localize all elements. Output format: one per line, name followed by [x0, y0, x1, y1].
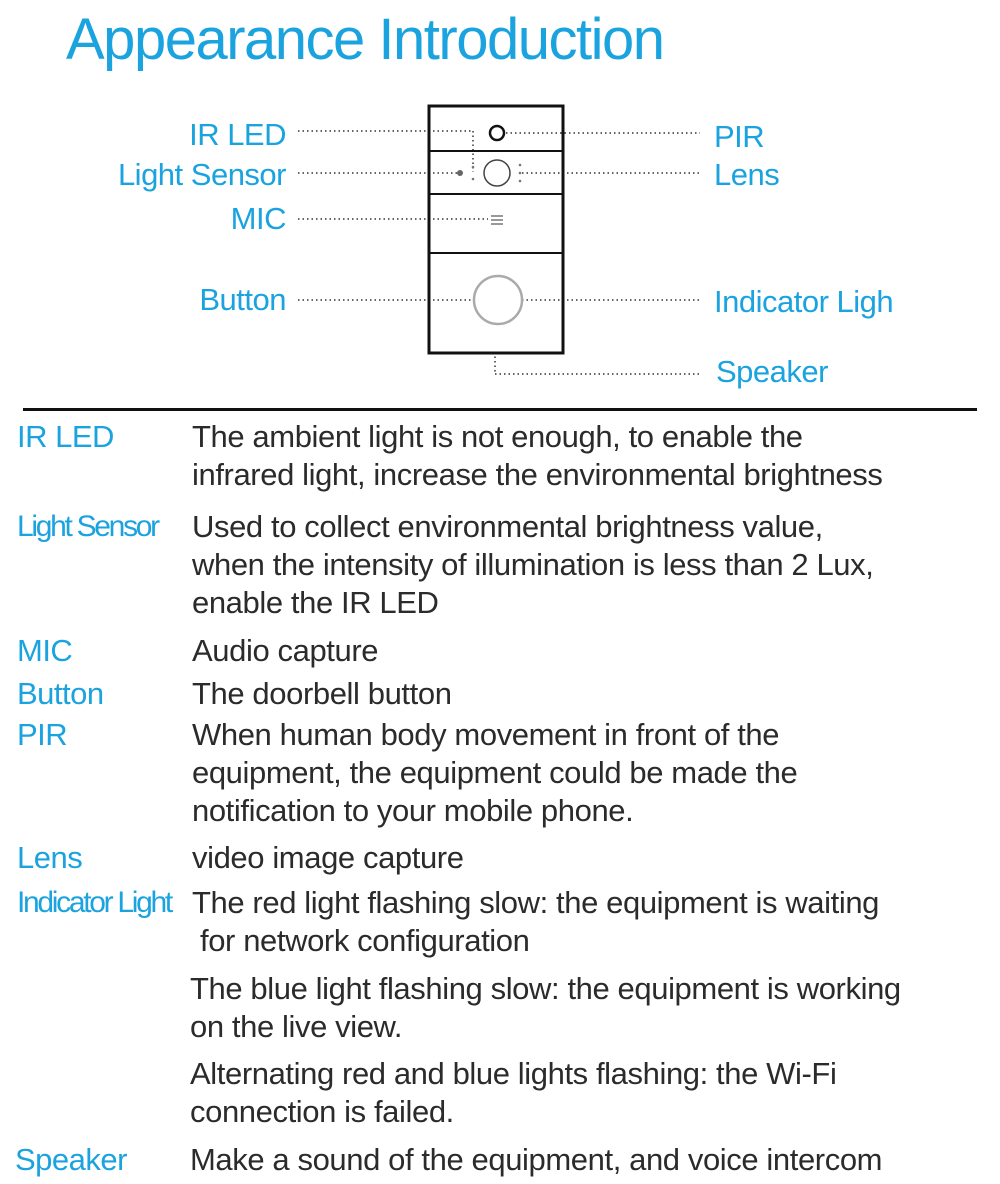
- desc-mic: Audio capture: [192, 633, 379, 668]
- label-speaker: Speaker: [716, 354, 828, 389]
- term-speaker: Speaker: [15, 1142, 127, 1177]
- desc-indicator-red: The red light flashing slow: the equipment is waiting for network configuration: [192, 885, 880, 958]
- term-light-sensor: Light Sensor: [17, 510, 158, 543]
- label-mic: MIC: [230, 201, 286, 236]
- label-indicator-light: Indicator Ligh: [714, 284, 894, 319]
- label-button: Button: [199, 282, 286, 317]
- label-lens: Lens: [714, 157, 780, 192]
- term-button: Button: [17, 676, 104, 711]
- page-title: Appearance Introduction: [66, 7, 664, 72]
- term-lens: Lens: [17, 840, 83, 875]
- label-light-sensor: Light Sensor: [117, 157, 286, 192]
- desc-speaker: Make a sound of the equipment, and voice intercom: [190, 1142, 883, 1177]
- camera-lens: [484, 160, 510, 186]
- term-pir: PIR: [17, 717, 68, 752]
- desc-button: The doorbell button: [192, 676, 452, 711]
- desc-indicator-blue: The blue light flashing slow: the equipment is working on the live view.: [190, 971, 901, 1044]
- light-sensor-dot: [457, 170, 463, 176]
- doorbell-diagram: [0, 0, 1000, 400]
- label-ir-led: IR LED: [189, 117, 286, 152]
- desc-lens: video image capture: [192, 840, 464, 875]
- label-pir: PIR: [714, 119, 765, 154]
- desc-pir: When human body movement in front of the equipment, the equipment could be made the notification to your mobile phone.: [192, 717, 798, 828]
- pir-sensor: [490, 126, 504, 140]
- desc-indicator-alternating: Alternating red and blue lights flashing: the Wi-Fi connection is failed.: [190, 1056, 837, 1129]
- desc-ir-led: The ambient light is not enough, to enable the infrared light, increase the environmental brightness: [192, 419, 883, 492]
- term-mic: MIC: [17, 633, 73, 668]
- section-divider: [23, 408, 977, 411]
- term-ir-led: IR LED: [17, 419, 114, 454]
- term-indicator-light: Indicator Light: [17, 886, 171, 919]
- desc-light-sensor: Used to collect environmental brightness value, when the intensity of illumination is less than 2 Lux, enable the IR LED: [192, 509, 874, 620]
- doorbell-button: [474, 276, 522, 324]
- mic-grille: [491, 216, 503, 224]
